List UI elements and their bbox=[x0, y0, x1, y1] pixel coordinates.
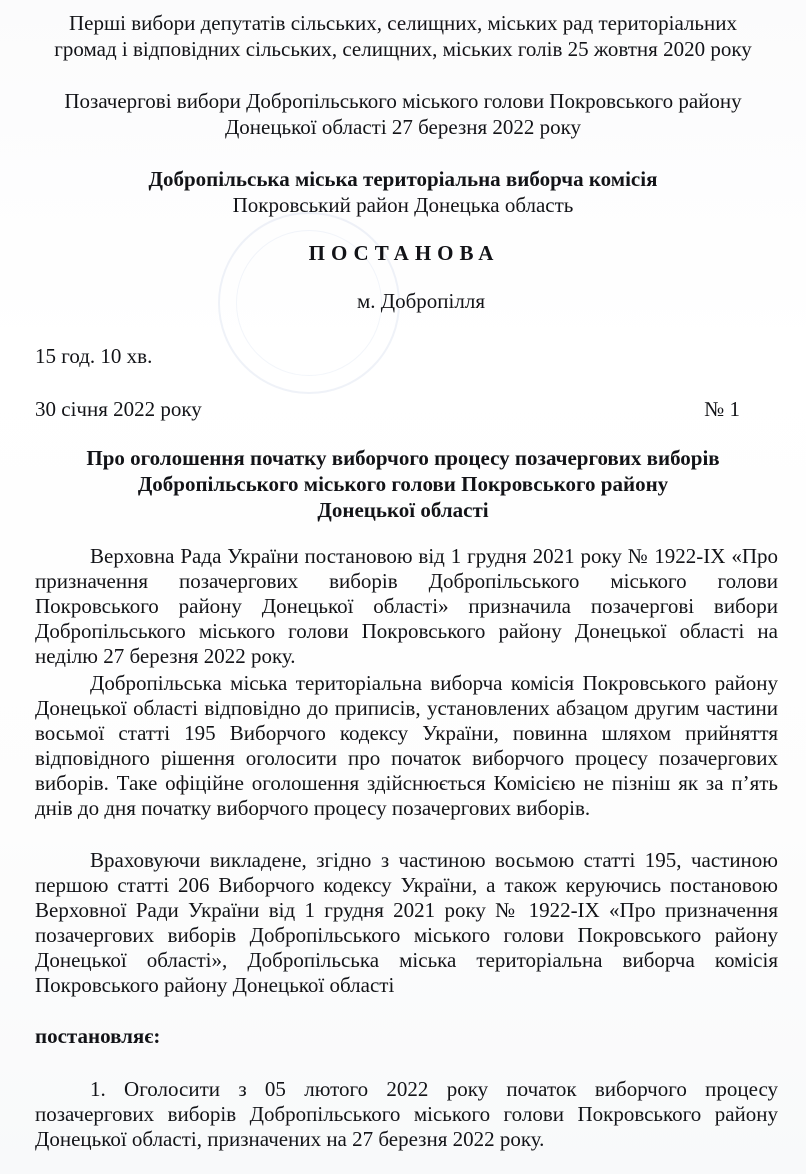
snap-election-line-2: Донецької області 27 березня 2022 року bbox=[224, 115, 582, 139]
document-date: 30 січня 2022 року bbox=[35, 397, 202, 421]
document-time: 15 год. 10 хв. bbox=[35, 344, 153, 368]
document-type-title: ПОСТАНОВА bbox=[308, 241, 500, 265]
commission-name: Добропільська міська територіальна виборча комісія bbox=[148, 167, 658, 191]
document-subject bbox=[0, 445, 806, 523]
election-header-line-1: Перші вибори депутатів сільських, селищних, міських рад територіальних bbox=[69, 11, 737, 35]
commission-region: Покровський район Донецька область bbox=[232, 193, 574, 217]
commission-header bbox=[0, 166, 806, 218]
document-city: м. Добропілля bbox=[357, 289, 485, 313]
subject-line-1: Про оголошення початку виборчого процесу позачергових виборів bbox=[86, 446, 720, 470]
body-paragraph-1 bbox=[35, 544, 778, 669]
paragraph-text: Верховна Рада України постановою від 1 грудня 2021 року № 1922-IX «Про призначення позачергових виборів Добропільського міського голови Покровського району Донецької області» призначила позачергові вибори Добропільського міського голови Покровського району Донецької області на неділю 27 березня 2022 року. bbox=[35, 544, 778, 668]
paragraph-text: 1. Оголосити з 05 лютого 2022 року початок виборчого процесу позачергових виборів Добропільського міського голови Покровського району Донецької області, призначених на 27 березня 2022 року. bbox=[35, 1077, 778, 1151]
resolution-item-1 bbox=[35, 1077, 778, 1152]
election-header-line-2: громад і відповідних сільських, селищних, міських голів 25 жовтня 2020 року bbox=[54, 37, 752, 61]
election-header bbox=[0, 10, 806, 62]
document-number: № 1 bbox=[704, 397, 740, 421]
resolves-label: постановляє: bbox=[35, 1024, 161, 1048]
snap-election-line-1: Позачергові вибори Добропільського міського голови Покровського району bbox=[64, 89, 742, 113]
snap-election-header bbox=[0, 88, 806, 140]
body-paragraph-2 bbox=[35, 671, 778, 821]
body-paragraph-3 bbox=[35, 848, 778, 998]
paragraph-text: Добропільська міська територіальна виборча комісія Покровського району Донецької області відповідно до приписів, установлених абзацом другим частини восьмої статті 195 Виборчого кодексу України, повинна шляхом прийняття відповідного рішення оголосити про початок виборчого процесу позачергових виборів. Таке офіційне оголошення здійснюється Комісією не пізніш як за п’ять днів до дня початку виборчого процесу позачергових виборів. bbox=[35, 671, 778, 820]
paragraph-text: Враховуючи викладене, згідно з частиною восьмою статті 195, частиною першою статті 206 Виборчого кодексу України, а також керуючись постановою Верховної Ради України від 1 грудня 2021 року № 1922-IX «Про призначення позачергових виборів Добропільського міського голови Покровського району Донецької області», Добропільська міська територіальна виборча комісія Покровського району Донецької області bbox=[35, 848, 778, 997]
subject-line-3: Донецької області bbox=[317, 498, 489, 522]
subject-line-2: Добропільського міського голови Покровського району bbox=[137, 472, 669, 496]
